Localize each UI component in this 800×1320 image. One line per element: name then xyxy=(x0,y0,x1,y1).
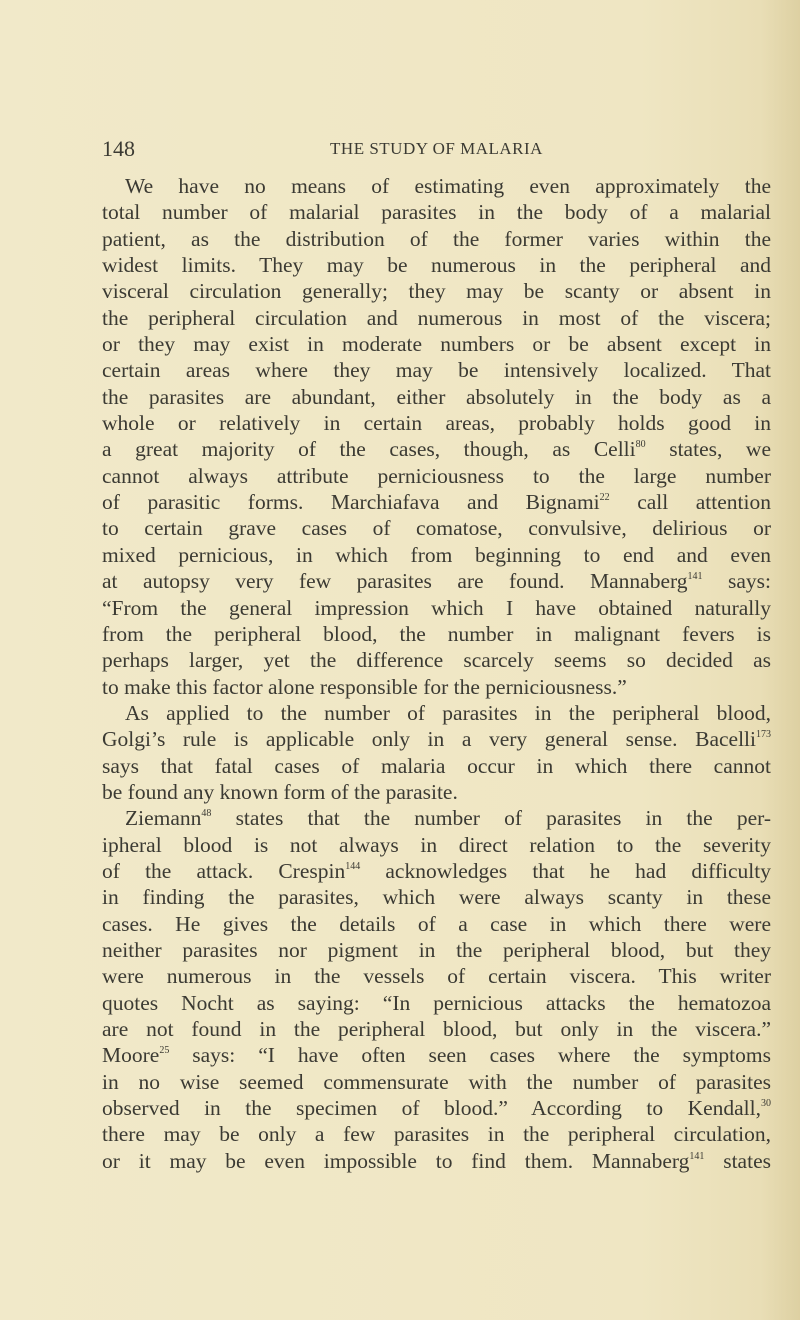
text-segment: acknowledges that he had difficulty xyxy=(360,858,771,883)
text-segment: quotes Nocht as saying: “In pernicious attacks the hematozoa xyxy=(102,990,771,1015)
footnote-reference: 22 xyxy=(599,492,610,504)
text-segment: were numerous in the vessels of certain viscera. This writer xyxy=(102,964,771,989)
text-segment: mixed pernicious, in which from beginning to end and even xyxy=(102,542,771,567)
text-segment: in finding the parasites, which were always scanty in these xyxy=(102,885,771,910)
text-segment: We have no means of estimating even approximately the xyxy=(125,174,771,198)
text-segment: to make this factor alone responsible for the perniciousness.” xyxy=(102,674,627,699)
text-line xyxy=(102,436,771,462)
text-line xyxy=(102,805,771,831)
text-segment: states that the number of parasites in the per- xyxy=(211,806,771,831)
text-segment: states xyxy=(704,1148,771,1173)
running-title: THE STUDY OF MALARIA xyxy=(330,139,543,158)
text-segment: at autopsy very few parasites are found. Mannaberg xyxy=(102,569,688,594)
text-line xyxy=(102,199,771,225)
text-line xyxy=(102,542,771,568)
footnote-reference: 141 xyxy=(689,1150,705,1162)
text-line xyxy=(102,884,771,910)
text-line xyxy=(102,384,771,410)
text-line xyxy=(102,305,771,331)
text-segment: to certain grave cases of comatose, convulsive, delirious or xyxy=(102,516,771,541)
text-line xyxy=(102,173,771,199)
text-line xyxy=(102,674,771,700)
text-segment: a great majority of the cases, though, as Celli xyxy=(102,437,636,462)
text-line xyxy=(102,489,771,515)
text-segment: total number of malarial parasites in the body of a malarial xyxy=(102,200,771,225)
text-segment: be found any known form of the parasite. xyxy=(102,779,458,804)
text-segment: cannot always attribute perniciousness to the large number xyxy=(102,463,771,488)
text-segment: says that fatal cases of malaria occur in which there cannot xyxy=(102,753,771,778)
text-segment: the parasites are abundant, either absolutely in the body as a xyxy=(102,384,771,409)
text-segment: Golgi’s rule is applicable only in a very general sense. Bacelli xyxy=(102,727,756,752)
text-segment: widest limits. They may be numerous in the peripheral and xyxy=(102,253,771,278)
text-line xyxy=(102,832,771,858)
text-line xyxy=(102,226,771,252)
footnote-reference: 25 xyxy=(159,1045,170,1057)
text-line xyxy=(102,647,771,673)
text-segment: perhaps larger, yet the difference scarcely seems so decided as xyxy=(102,648,771,673)
text-segment: or they may exist in moderate numbers or be absent except in xyxy=(102,332,771,357)
body-text xyxy=(102,173,771,1174)
text-line xyxy=(102,937,771,963)
text-line xyxy=(102,1148,771,1174)
text-segment: of parasitic forms. Marchiafava and Bignami xyxy=(102,490,600,515)
page-number: 148 xyxy=(102,136,135,161)
text-line xyxy=(102,410,771,436)
footnote-reference: 173 xyxy=(756,729,771,741)
text-segment: As applied to the number of parasites in the peripheral blood, xyxy=(125,700,771,725)
text-line xyxy=(102,595,771,621)
text-line xyxy=(102,621,771,647)
text-segment: whole or relatively in certain areas, probably holds good in xyxy=(102,411,771,436)
footnote-reference: 48 xyxy=(201,808,212,820)
text-line xyxy=(102,463,771,489)
text-line xyxy=(102,726,771,752)
text-segment: in no wise seemed commensurate with the number of parasites xyxy=(102,1069,771,1094)
text-segment: from the peripheral blood, the number in malignant fevers is xyxy=(102,621,771,646)
text-line xyxy=(102,753,771,779)
text-line xyxy=(102,1016,771,1042)
text-line xyxy=(102,357,771,383)
text-segment: visceral circulation generally; they may be scanty or absent in xyxy=(102,279,771,304)
text-segment: neither parasites nor pigment in the peripheral blood, but they xyxy=(102,937,771,962)
text-line xyxy=(102,278,771,304)
text-line xyxy=(102,1069,771,1095)
text-segment: patient, as the distribution of the former varies within the xyxy=(102,226,771,251)
text-segment: ipheral blood is not always in direct relation to the severity xyxy=(102,832,771,857)
text-line xyxy=(102,568,771,594)
text-line xyxy=(102,515,771,541)
text-segment: says: “I have often seen cases where the symptoms xyxy=(169,1043,771,1068)
footnote-reference: 30 xyxy=(761,1098,771,1110)
text-segment: Moore xyxy=(102,1043,160,1068)
text-line xyxy=(102,990,771,1016)
text-line xyxy=(102,911,771,937)
text-segment: there may be only a few parasites in the peripheral circulation, xyxy=(102,1122,771,1147)
text-line xyxy=(102,963,771,989)
text-segment: “From the general impression which I have obtained naturally xyxy=(102,595,771,620)
text-segment: states, we xyxy=(645,437,771,462)
text-line xyxy=(102,858,771,884)
text-segment: the peripheral circulation and numerous in most of the viscera; xyxy=(102,305,771,330)
text-segment: Ziemann xyxy=(125,806,202,831)
text-segment: observed in the specimen of blood.” According to Kendall, xyxy=(102,1096,761,1121)
footnote-reference: 80 xyxy=(635,439,646,451)
text-segment: or it may be even impossible to find them. Mannaberg xyxy=(102,1148,690,1173)
text-segment: call attention xyxy=(609,490,771,515)
text-segment: of the attack. Crespin xyxy=(102,858,346,883)
page-header xyxy=(102,136,771,164)
footnote-reference: 141 xyxy=(687,571,703,583)
text-line xyxy=(102,779,771,805)
text-segment: are not found in the peripheral blood, but only in the viscera.” xyxy=(102,1017,771,1041)
text-segment: certain areas where they may be intensively localized. That xyxy=(102,358,771,383)
text-line xyxy=(102,1095,771,1121)
text-segment: says: xyxy=(702,569,771,594)
text-line xyxy=(102,252,771,278)
text-line xyxy=(102,700,771,726)
text-line xyxy=(102,1121,771,1147)
text-line xyxy=(102,331,771,357)
footnote-reference: 144 xyxy=(345,860,361,872)
text-line xyxy=(102,1042,771,1068)
text-segment: cases. He gives the details of a case in which there were xyxy=(102,911,771,936)
